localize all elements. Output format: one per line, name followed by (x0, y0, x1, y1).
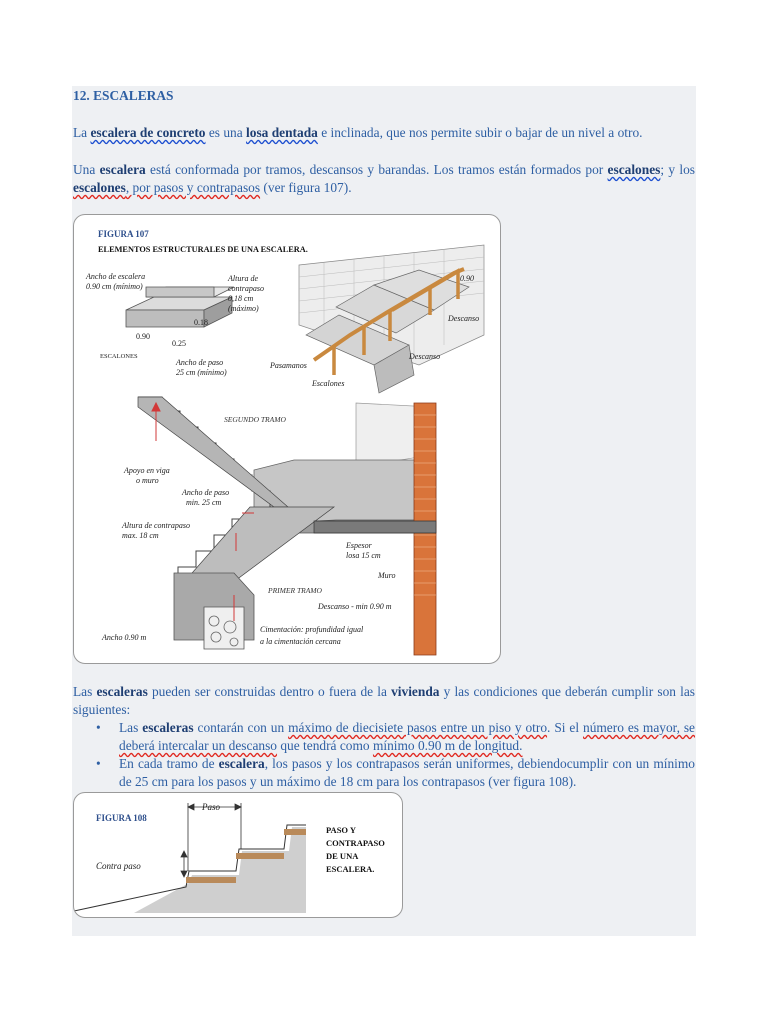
figure-108-label: FIGURA 108 (96, 813, 147, 823)
figure-107 (73, 214, 501, 664)
figure-108 (73, 792, 403, 918)
paragraph-components: Una escalera está conformada por tramos, descansos y barandas. Los tramos están formados por escalones; y los escalones, por pasos y contrapasos (ver figura 107). (73, 162, 695, 195)
dim-025: 0.25 (172, 339, 186, 348)
paragraph-conditions: Las escaleras pueden ser construidas dentro o fuera de la vivienda y las condiciones que deberán cumplir son las siguientes: (73, 684, 695, 717)
label-ancho-paso-min: Ancho de paso min. 25 cm (182, 488, 230, 507)
label-primer-tramo: PRIMER TRAMO (268, 586, 322, 595)
label-altura-contrapaso: Altura de contrapaso 0,18 cm (máximo) (228, 274, 264, 313)
term-escalones-2: escalones (73, 180, 126, 195)
label-paso: Paso (202, 802, 220, 812)
label-pasamanos: Pasamanos (270, 361, 307, 370)
conditions-list (96, 719, 695, 791)
label-escalones: Escalones (312, 379, 345, 388)
dim-rail-090: 0.90 (460, 274, 474, 283)
section-heading: 12. ESCALERAS (73, 88, 174, 103)
label-apoyo: Apoyo en viga o muro (124, 466, 170, 485)
label-escalones-caps: ESCALONES (100, 353, 138, 360)
list-item: • En cada tramo de escalera, los pasos y los contrapasos serán uniformes, debiendocumplir con un mínimo de 25 cm para los pasos y un máximo de 18 cm para los contrapasos (ver figura 108). (96, 755, 695, 791)
term-escalera-concreto: escalera de concreto (90, 125, 206, 140)
term-escaleras: escaleras (96, 684, 148, 699)
figure-107-label: FIGURA 107 (98, 229, 149, 239)
label-segundo-tramo: SEGUNDO TRAMO (224, 415, 286, 424)
small-steps-drawing (126, 287, 234, 327)
label-descanso-2: Descanso (409, 352, 441, 361)
label-cimentacion: Cimentación: profundidad igual a la cimentación cercana (260, 625, 364, 646)
label-descanso-1: Descanso (448, 314, 480, 323)
label-espesor: Espesor losa 15 cm (346, 541, 381, 560)
label-altura-contrapaso-max: Altura de contrapaso max. 18 cm (122, 521, 190, 540)
dim-090: 0.90 (136, 332, 150, 341)
term-vivienda: vivienda (391, 684, 440, 699)
figure-107-title: ELEMENTOS ESTRUCTURALES DE UNA ESCALERA. (98, 245, 308, 254)
term-losa-dentada: losa dentada (246, 125, 318, 140)
label-contra-paso: Contra paso (96, 861, 141, 871)
label-descanso-min: Descanso - min 0.90 m (318, 602, 392, 611)
label-muro: Muro (378, 571, 396, 580)
term-escalones: escalones (607, 162, 661, 177)
figure-108-caption: PASO Y CONTRAPASO DE UNA ESCALERA. (326, 825, 385, 874)
dim-018: 0.18 (194, 318, 208, 327)
label-ancho-escalera: Ancho de escalera 0.90 cm (mínimo) (86, 272, 146, 291)
label-ancho-090: Ancho 0.90 m (102, 633, 147, 642)
paragraph-intro: La escalera de concreto es una losa dentada e inclinada, que nos permite subir o bajar de un nivel a otro. (73, 125, 643, 140)
list-item: • Las escaleras contarán con un máximo de diecisiete pasos entre un piso y otro. Si el número es mayor, se deberá intercalar un descanso que tendrá como mínimo 0.90 m de longitud. (96, 719, 695, 755)
term-escalera: escalera (99, 162, 146, 177)
label-ancho-paso: Ancho de paso 25 cm (mínimo) (176, 358, 227, 377)
